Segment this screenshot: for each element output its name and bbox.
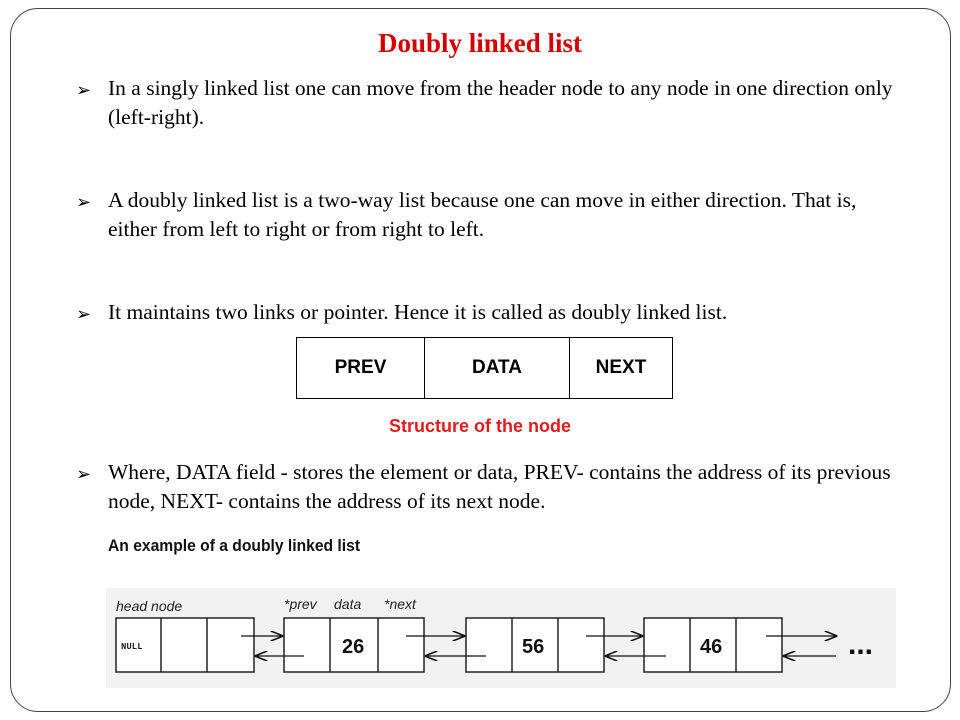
- node-value: 46: [700, 636, 723, 658]
- data-field-label: data: [334, 596, 362, 612]
- node-field-next: NEXT: [595, 357, 647, 378]
- bullet-arrow-icon: ➢: [76, 304, 92, 324]
- bullet-1: [76, 74, 896, 132]
- list-node: [284, 618, 424, 672]
- ellipsis-continuation: ...: [848, 628, 874, 661]
- head-node-label: head node: [116, 598, 183, 614]
- prev-field-label: *prev: [284, 596, 317, 612]
- bullet-text: Where, DATA field - stores the element or data, PREV- contains the address of its previous node, NEXT- contains the address of its next node.: [108, 460, 891, 513]
- node-structure-diagram: [296, 337, 673, 399]
- bullet-arrow-icon: ➢: [76, 192, 92, 212]
- slide-title: Doubly linked list: [377, 28, 583, 58]
- bullet-4: [76, 458, 896, 516]
- bullet-text: It maintains two links or pointer. Hence it is called as doubly linked list.: [108, 300, 728, 324]
- node-value: 56: [522, 636, 545, 658]
- bullet-arrow-icon: ➢: [76, 464, 92, 484]
- bullet-2: [76, 186, 896, 244]
- bullet-arrow-icon: ➢: [76, 80, 92, 100]
- node-structure-caption: Structure of the node: [388, 416, 571, 436]
- next-field-label: *next: [384, 596, 416, 612]
- node-field-data: DATA: [425, 338, 570, 398]
- bullet-text: A doubly linked list is a two-way list because one can move in either direction. That is, either from left to right or from right to left.: [108, 188, 857, 241]
- linked-list-example-diagram: [106, 588, 906, 688]
- head-node: [116, 618, 254, 672]
- null-pointer-label: NULL: [121, 642, 143, 652]
- node-field-prev: PREV: [297, 338, 425, 398]
- bullet-3: [76, 298, 896, 327]
- bullet-text: In a singly linked list one can move from the header node to any node in one direction only (left-right).: [108, 76, 893, 129]
- node-value: 26: [342, 636, 365, 658]
- list-node: [466, 618, 604, 672]
- example-title: An example of a doubly linked list: [108, 536, 361, 555]
- list-node: [644, 618, 782, 672]
